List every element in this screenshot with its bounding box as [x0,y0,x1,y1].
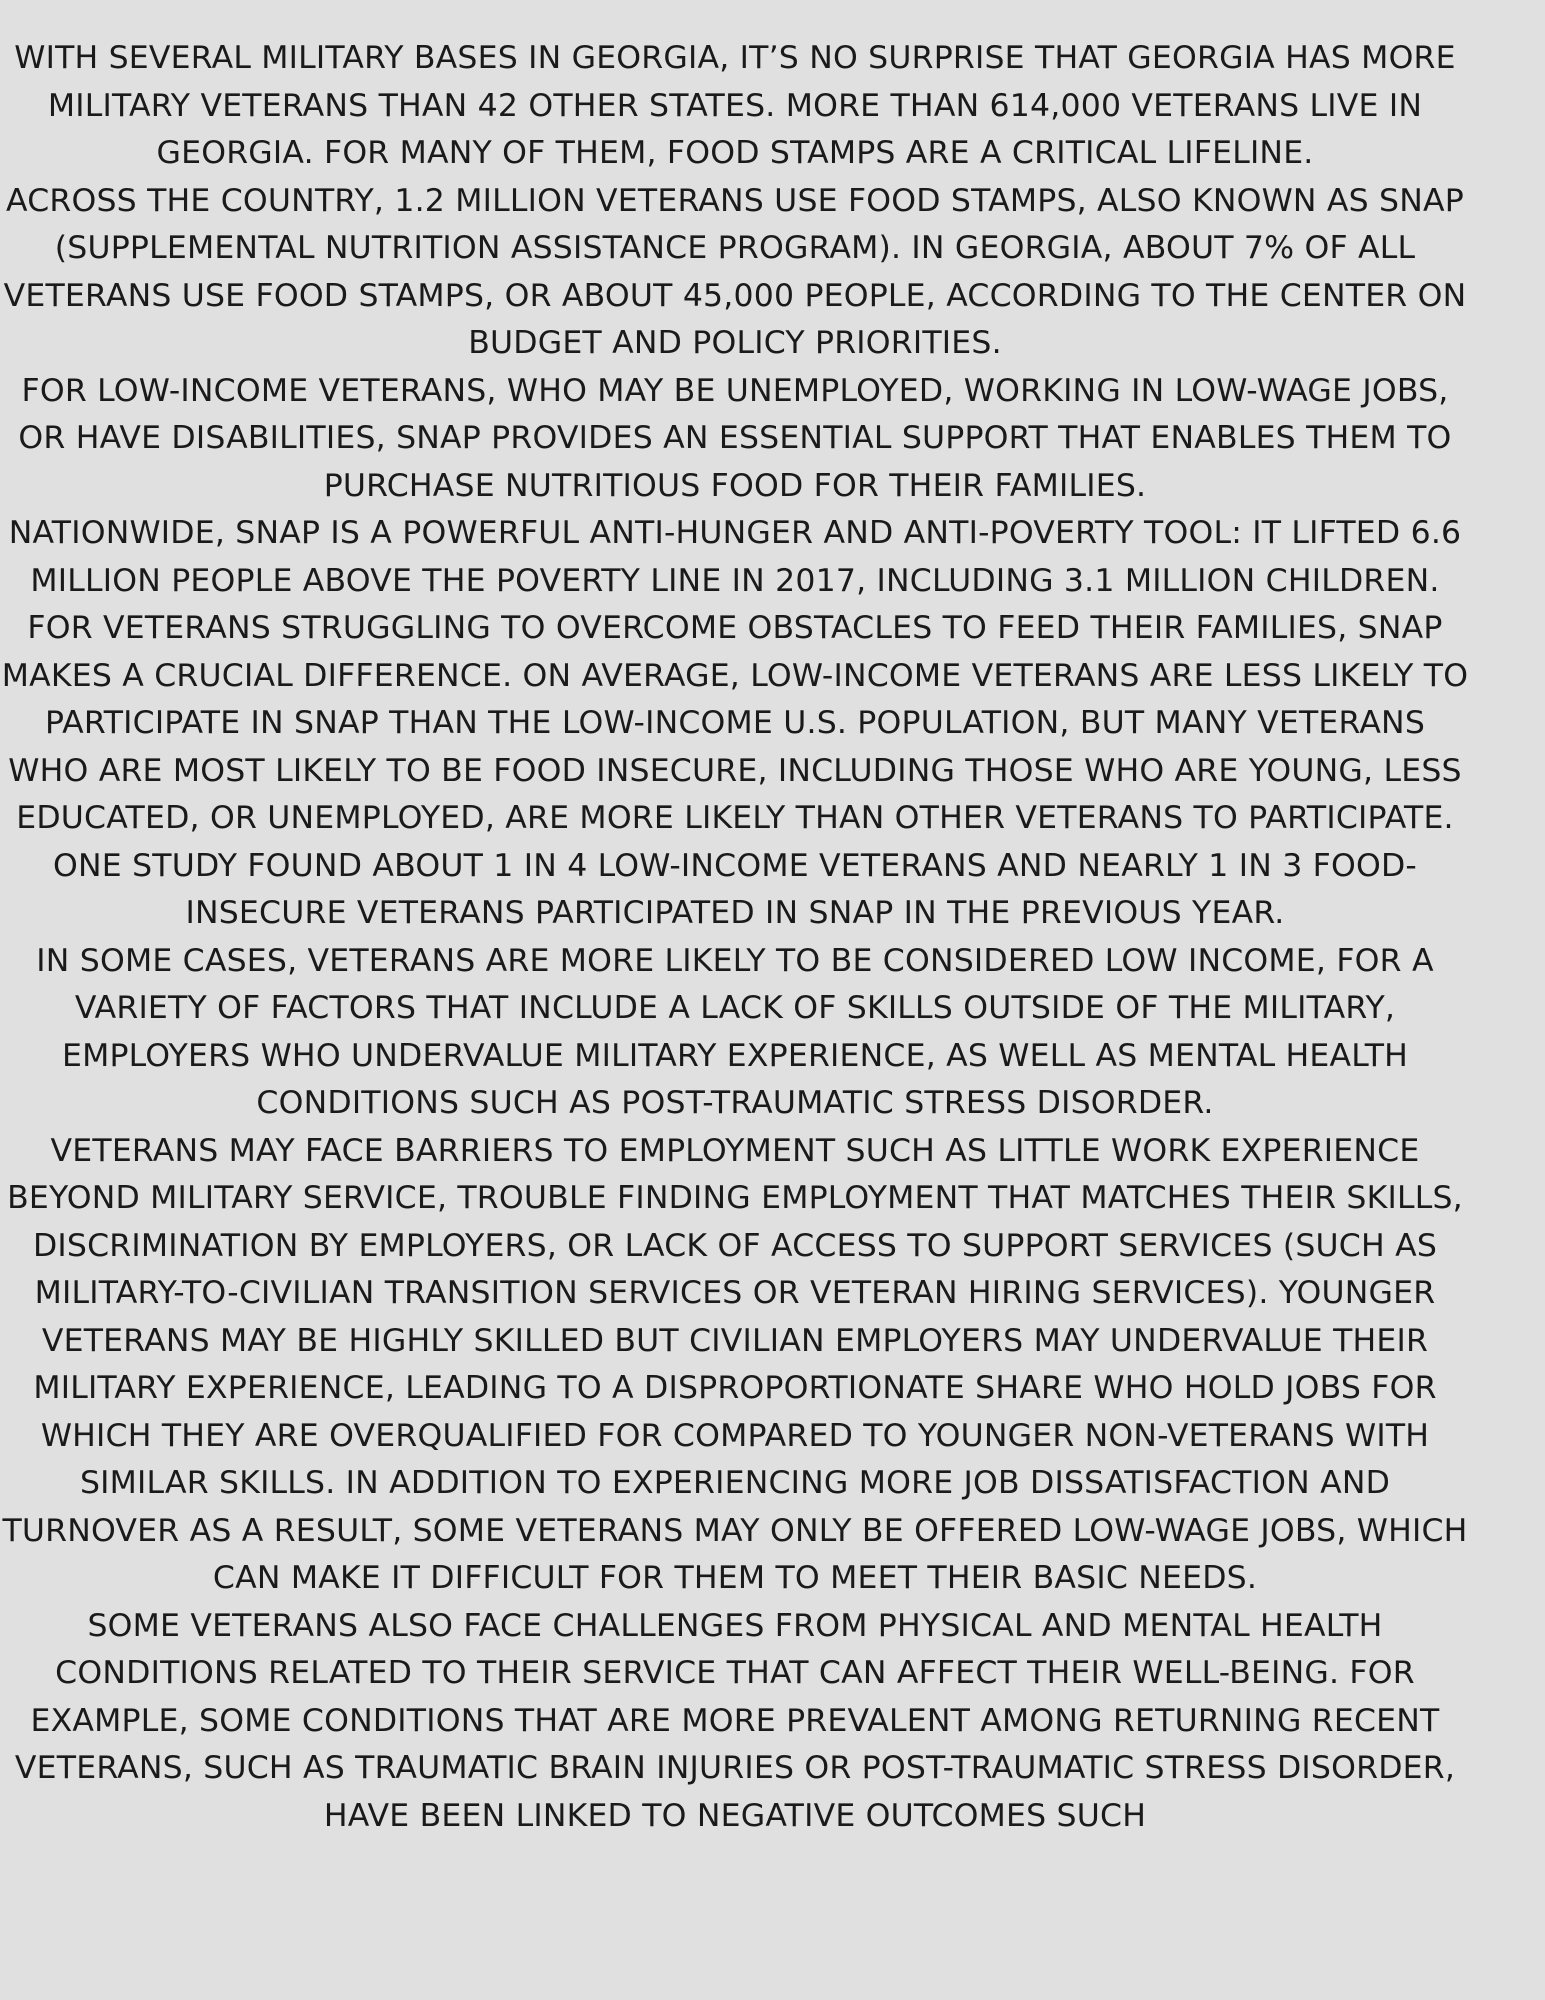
paragraph-snap-usage: ACROSS THE COUNTRY, 1.2 MILLION VETERANS USE FOOD STAMPS, ALSO KNOWN AS SNAP (SUPPLEMENTAL NUTRITION ASSISTANCE PROGRAM). IN GEORGIA, ABOUT 7% OF ALL VETERANS USE FOOD STAMPS, OR ABOUT 45,000 PEOPLE, ACCORDING TO THE CENTER ON BUDGET AND POLICY PRIORITIES. [3,182,1467,361]
paragraph-health-challenges: SOME VETERANS ALSO FACE CHALLENGES FROM PHYSICAL AND MENTAL HEALTH CONDITIONS RELATED TO THEIR SERVICE THAT CAN AFFECT THEIR WELL-BEING. FOR EXAMPLE, SOME CONDITIONS THAT ARE MORE PREVALENT AMONG RETURNING RECENT VETERANS, SUCH AS TRAUMATIC BRAIN INJURIES OR POST-TRAUMATIC STRESS DISORDER, HAVE BEEN LINKED TO NEGATIVE OUTCOMES SUCH [14,1607,1456,1834]
paragraph-anti-poverty-tool: NATIONWIDE, SNAP IS A POWERFUL ANTI-HUNGER AND ANTI-POVERTY TOOL: IT LIFTED 6.6 MILLION PEOPLE ABOVE THE POVERTY LINE IN 2017, INCLUDING 3.1 MILLION CHILDREN. [8,515,1462,599]
paragraph-low-income-support: FOR LOW-INCOME VETERANS, WHO MAY BE UNEMPLOYED, WORKING IN LOW-WAGE JOBS, OR HAVE DISABILITIES, SNAP PROVIDES AN ESSENTIAL SUPPORT THAT ENABLES THEM TO PURCHASE NUTRITIOUS FOOD FOR THEIR FAMILIES. [18,372,1452,504]
article-body [0,35,1470,1840]
paragraph-low-income-factors: IN SOME CASES, VETERANS ARE MORE LIKELY TO BE CONSIDERED LOW INCOME, FOR A VARIETY OF FACTORS THAT INCLUDE A LACK OF SKILLS OUTSIDE OF THE MILITARY, EMPLOYERS WHO UNDERVALUE MILITARY EXPERIENCE, AS WELL AS MENTAL HEALTH CONDITIONS SUCH AS POST-TRAUMATIC STRESS DISORDER. [36,942,1434,1121]
paragraph-veterans-in-georgia: WITH SEVERAL MILITARY BASES IN GEORGIA, IT’S NO SURPRISE THAT GEORGIA HAS MORE MILITARY VETERANS THAN 42 OTHER STATES. MORE THAN 614,000 VETERANS LIVE IN GEORGIA. FOR MANY OF THEM, FOOD STAMPS ARE A CRITICAL LIFELINE. [14,40,1456,171]
paragraph-employment-barriers: VETERANS MAY FACE BARRIERS TO EMPLOYMENT SUCH AS LITTLE WORK EXPERIENCE BEYOND MILITARY SERVICE, TROUBLE FINDING EMPLOYMENT THAT MATCHES THEIR SKILLS, DISCRIMINATION BY EMPLOYERS, OR LACK OF ACCESS TO SUPPORT SERVICES (SUCH AS MILITARY-TO-CIVILIAN TRANSITION SERVICES OR VETERAN HIRING SERVICES). YOUNGER VETERANS MAY BE HIGHLY SKILLED BUT CIVILIAN EMPLOYERS MAY UNDERVALUE THEIR MILITARY EXPERIENCE, LEADING TO A DISPROPORTIONATE SHARE WHO HOLD JOBS FOR WHICH THEY ARE OVERQUALIFIED FOR COMPARED TO YOUNGER NON-VETERANS WITH SIMILAR SKILLS. IN ADDITION TO EXPERIENCING MORE JOB DISSATISFACTION AND TURNOVER AS A RESULT, SOME VETERANS MAY ONLY BE OFFERED LOW-WAGE JOBS, WHICH CAN MAKE IT DIFFICULT FOR THEM TO MEET THEIR BASIC NEEDS. [2,1132,1468,1596]
paragraph-participation-study: FOR VETERANS STRUGGLING TO OVERCOME OBSTACLES TO FEED THEIR FAMILIES, SNAP MAKES A CRUCIAL DIFFERENCE. ON AVERAGE, LOW-INCOME VETERANS ARE LESS LIKELY TO PARTICIPATE IN SNAP THAN THE LOW-INCOME U.S. POPULATION, BUT MANY VETERANS WHO ARE MOST LIKELY TO BE FOOD INSECURE, INCLUDING THOSE WHO ARE YOUNG, LESS EDUCATED, OR UNEMPLOYED, ARE MORE LIKELY THAN OTHER VETERANS TO PARTICIPATE. ONE STUDY FOUND ABOUT 1 IN 4 LOW-INCOME VETERANS AND NEARLY 1 IN 3 FOOD-INSECURE VETERANS PARTICIPATED IN SNAP IN THE PREVIOUS YEAR. [1,610,1469,931]
